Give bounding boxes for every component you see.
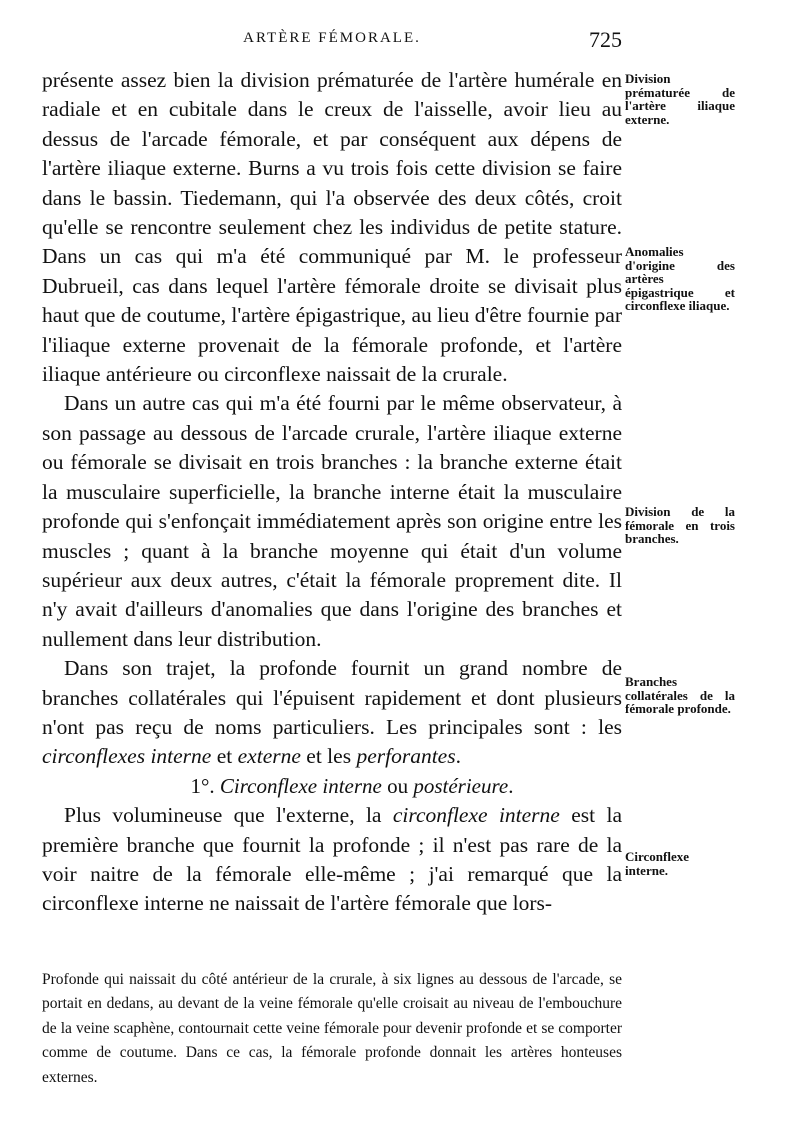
text-run: et les: [300, 744, 357, 769]
main-text: [42, 66, 622, 919]
margin-note: Anomalies d'origine des artères épigastrique et circonflexe iliaque.: [625, 244, 735, 314]
paragraph: [42, 801, 622, 919]
margin-note: Circonflexe interne.: [625, 849, 690, 878]
margin-note: Division de la fémorale en trois branches.: [625, 504, 735, 547]
page-number: 725: [589, 27, 622, 52]
text-run: .: [455, 744, 461, 769]
paragraph: présente assez bien la division prématurée de l'artère humérale en radiale et en cubitale dans le creux de l'aisselle, avoir lieu au dessus de l'arcade fémorale, et par conséquent aux dépens de l'artère iliaque externe. Burns a vu trois fois cette division se faire dans le bassin. Tiedemann, qui l'a observée des deux côtés, croit qu'elle se rencontre seulement chez les individus de petite stature. Dans un cas qui m'a été communiqué par M. le professeur Dubrueil, cas dans lequel l'artère fémorale droite se divisait plus haut que de coutume, l'artère épigastrique, au lieu d'être fournie par l'iliaque externe provenait de la fémorale profonde, et l'artère iliaque antérieure ou circonflexe naissait de la crurale.: [42, 68, 622, 387]
heading-title: postérieure: [413, 773, 509, 798]
text-run: Dans son trajet, la profonde fournit un grand nombre de branches collatérales qui l'épuisent rapidement et dont plusieurs n'ont pas reçu de noms particuliers. Les principales sont : les: [42, 656, 622, 739]
footnote-text: Profonde qui naissait du côté antérieur de la crurale, à six lignes au dessous de l'arcade, se portait en dedans, au devant de la veine fémorale qu'elle croisait au niveau de l'embouchure de la veine scaphène, contournait cette veine fémorale pour devenir profonde et se comporter comme de coutume. Dans ce cas, la fémorale profonde donnait les artères honteuses externes.: [42, 971, 622, 1086]
text-run: .: [508, 773, 514, 798]
running-title: ARTÈRE FÉMORALE.: [243, 30, 421, 46]
italic-term: perforantes: [356, 744, 456, 769]
italic-term: circonflexe interne: [392, 803, 560, 828]
text-run: et: [211, 744, 238, 769]
margin-note: Branches collatérales de la fémorale profonde.: [625, 674, 735, 717]
text-run: Plus volumineuse que l'externe, la: [64, 803, 393, 828]
page-header: [42, 27, 622, 56]
section-heading: [42, 772, 622, 801]
text-run: ou: [381, 773, 414, 798]
footnote: [42, 968, 622, 1090]
paragraph: [42, 654, 622, 772]
paragraph: Dans un autre cas qui m'a été fourni par le même observateur, à son passage au dessous de l'arcade crurale, l'artère iliaque externe ou fémorale se divisait en trois branches : la branche externe était la musculaire superficielle, la branche interne était la musculaire profonde qui s'enfonçait immédiatement après son origine entre les muscles ; quant à la branche moyenne qui était d'un volume supérieur aux deux autres, c'était la fémorale proprement dite. Il n'y avait d'ailleurs d'anomalies que dans l'origine des branches et nullement dans leur distribution.: [42, 391, 622, 651]
heading-number: 1°.: [190, 773, 220, 798]
text-run: est la première branche que fournit la profonde ; il n'est pas rare de la voir naitre de la fémorale elle-même ; j'ai remarqué que la circonflexe interne ne naissait de l'artère fémorale que lors-: [42, 803, 622, 916]
italic-term: externe: [237, 744, 301, 769]
italic-term: circonflexes interne: [42, 744, 212, 769]
heading-title: Circonflexe interne: [219, 773, 382, 798]
margin-note: Division prématurée de l'artère iliaque externe.: [625, 71, 735, 127]
